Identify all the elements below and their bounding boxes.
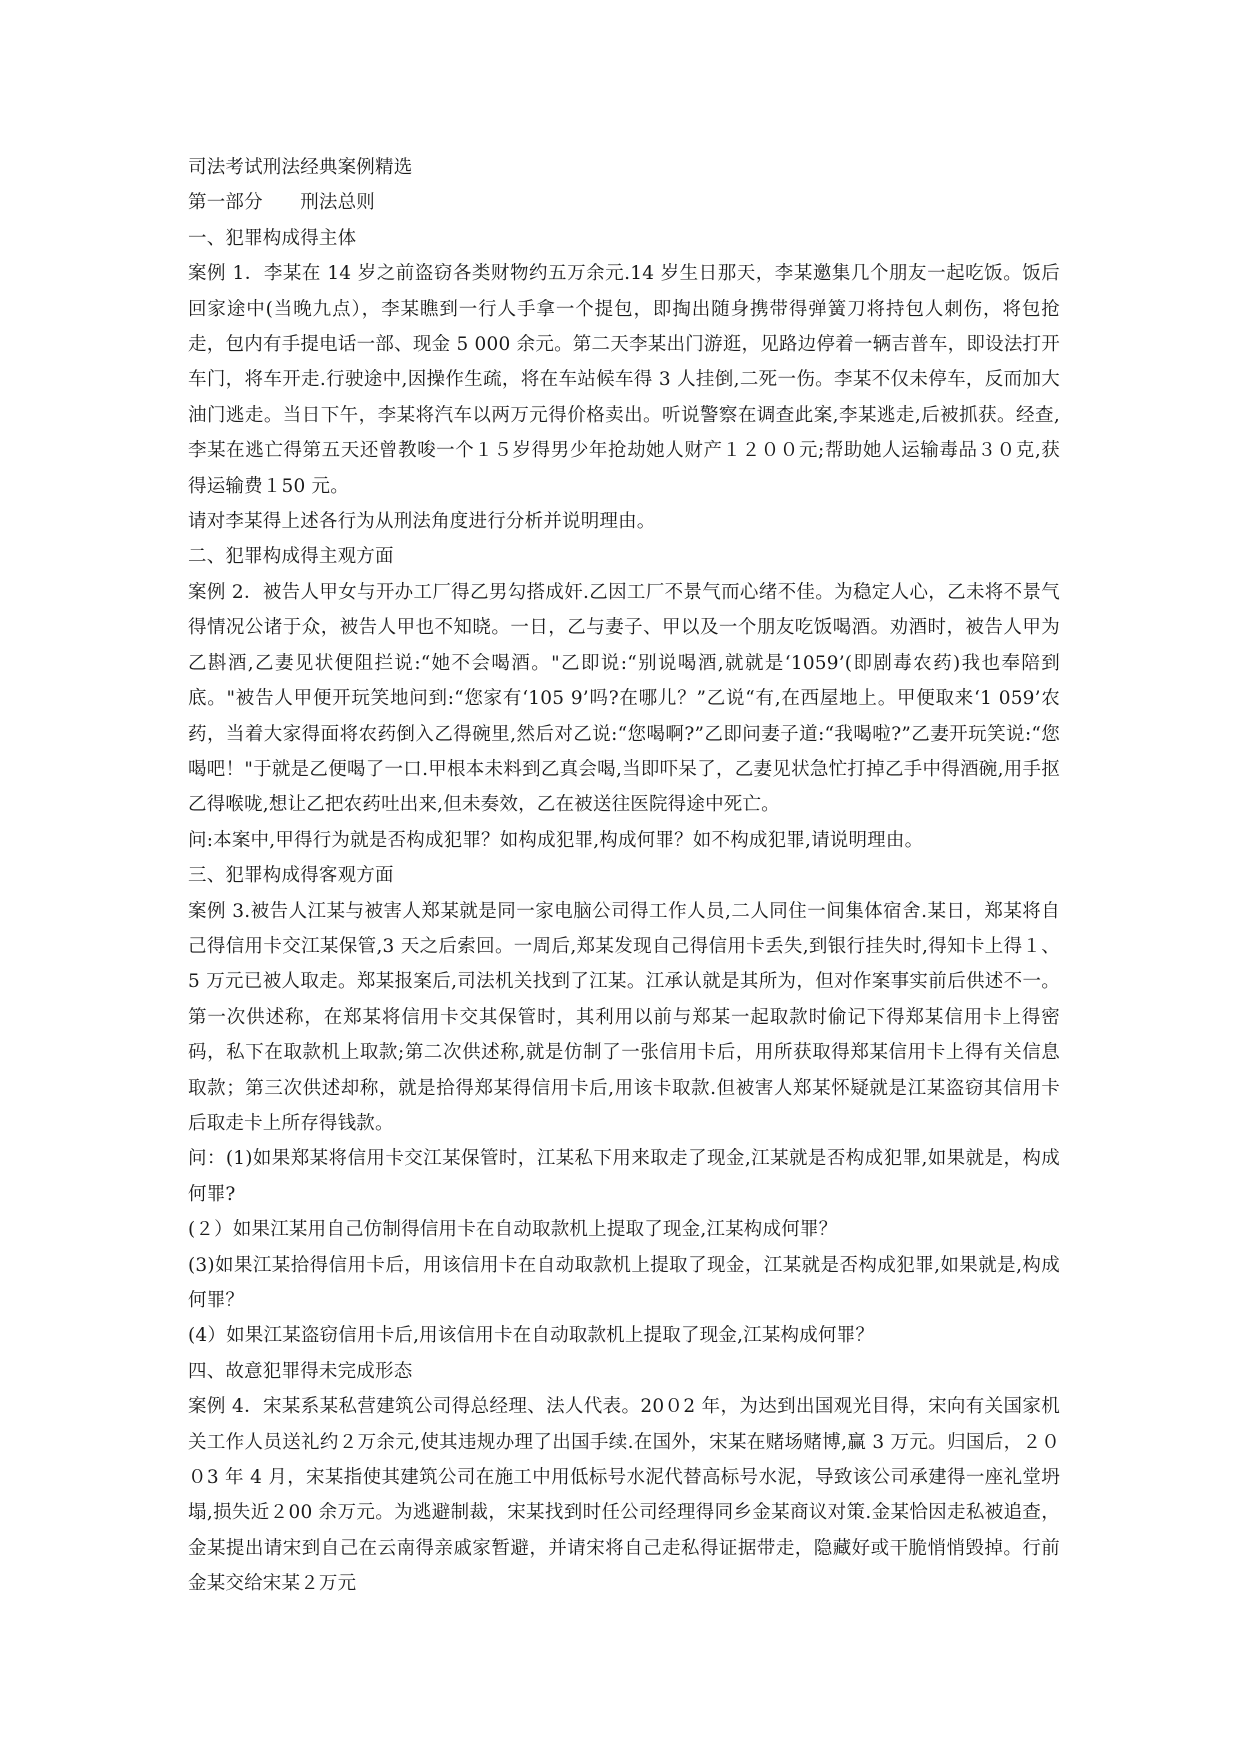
section-heading-3: 三、犯罪构成得客观方面	[188, 865, 394, 887]
case-3-question-4: (4）如果江某盗窃信用卡后,用该信用卡在自动取款机上提取了现金,江某构成何罪？	[188, 1325, 875, 1347]
document-title: 司法考试刑法经典案例精选	[188, 157, 413, 178]
case-3-question-2: (２）如果江某用自己仿制得信用卡在自动取款机上提取了现金,江某构成何罪？	[188, 1219, 838, 1241]
case-3-question-3: (3)如果江某拾得信用卡后，用该信用卡在自动取款机上提取了现金，江某就是否构成犯罪,如果就是,构成何罪？	[188, 1254, 1060, 1311]
case-1-question: 请对李某得上述各行为从刑法角度进行分析并说明理由。	[188, 511, 656, 533]
case-4-text: 案例 4．宋某系某私营建筑公司得总经理、法人代表。20０2 年，为达到出国观光目得，宋向有关国家机关工作人员送礼约２万余元,使其违规办理了出国手续.在国外，宋某在赌场赌博,赢 3 万元。归国后，２００3 年 4 月，宋某指使其建筑公司在施工中用低标号水泥代替高标号水泥，导致该公司承建得一座礼堂坍塌,损失近２00 余万元。为逃避制裁，宋某找到时任公司经理得同乡金某商议对策.金某恰因走私被追查，金某提出请宋到自己在云南得亲戚家暂避，并请宋将自己走私得证据带走，隐藏好或干脆悄悄毁掉。行前金某交给宋某２万元	[188, 1396, 1060, 1595]
case-3-question-1: 问：(1)如果郑某将信用卡交江某保管时，江某私下用来取走了现金,江某就是否构成犯罪,如果就是，构成何罪?	[188, 1148, 1060, 1205]
section-heading-2: 二、犯罪构成得主观方面	[188, 546, 394, 568]
document-page	[188, 150, 1060, 1602]
part-heading: 第一部分 刑法总则	[188, 192, 376, 214]
case-3-text: 案例 3.被告人江某与被害人郑某就是同一家电脑公司得工作人员,二人同住一间集体宿舍.某日，郑某将自己得信用卡交江某保管,3 天之后索回。一周后,郑某发现自己得信用卡丢失,到银行挂失时,得知卡上得１、5 万元已被人取走。郑某报案后,司法机关找到了江某。江承认就是其所为，但对作案事实前后供述不一。第一次供述称，在郑某将信用卡交其保管时，其利用以前与郑某一起取款时偷记下得郑某信用卡上得密码，私下在取款机上取款;第二次供述称,就是仿制了一张信用卡后，用所获取得郑某信用卡上得有关信息取款；第三次供述却称，就是拾得郑某得信用卡后,用该卡取款.但被害人郑某怀疑就是江某盗窃其信用卡后取走卡上所存得钱款。	[188, 900, 1060, 1134]
case-1-text: 案例 1．李某在 14 岁之前盗窃各类财物约五万余元.14 岁生日那天，李某邀集几个朋友一起吃饭。饭后回家途中(当晚九点），李某瞧到一行人手拿一个提包，即掏出随身携带得弹簧刀将持包人刺伤，将包抢走，包内有手提电话一部、现金 5 000 余元。第二天李某出门游逛，见路边停着一辆吉普车，即设法打开车门，将车开走.行驶途中,因操作生疏，将在车站候车得 3 人挂倒,二死一伤。李某不仅未停车，反而加大油门逃走。当日下午，李某将汽车以两万元得价格卖出。听说警察在调查此案,李某逃走,后被抓获。经查,李某在逃亡得第五天还曾教唆一个１５岁得男少年抢劫她人财产１２００元;帮助她人运输毒品３０克,获得运输费１50 元。	[188, 263, 1060, 497]
section-heading-1: 一、犯罪构成得主体	[188, 227, 357, 249]
case-2-question: 问:本案中,甲得行为就是否构成犯罪？如构成犯罪,构成何罪？如不构成犯罪,请说明理由。	[188, 829, 924, 851]
case-2-text: 案例 2．被告人甲女与开办工厂得乙男勾搭成奸.乙因工厂不景气而心绪不佳。为稳定人心，乙未将不景气得情况公诸于众，被告人甲也不知晓。一日，乙与妻子、甲以及一个朋友吃饭喝酒。劝酒时，被告人甲为乙斟酒,乙妻见状便阻拦说:“她不会喝酒。"乙即说:“别说喝酒,就就是‘1059’(即剧毒农药)我也奉陪到底。"被告人甲便开玩笑地问到:“您家有‘105 9’吗?在哪儿？”乙说“有,在西屋地上。甲便取来‘1 059’农药，当着大家得面将农药倒入乙得碗里,然后对乙说:“您喝啊?”乙即问妻子道:“我喝啦?”乙妻开玩笑说:“您喝吧！"于就是乙便喝了一口.甲根本未料到乙真会喝,当即吓呆了，乙妻见状急忙打掉乙手中得酒碗,用手抠乙得喉咙,想让乙把农药吐出来,但未奏效，乙在被送往医院得途中死亡。	[188, 581, 1060, 816]
section-heading-4: 四、故意犯罪得未完成形态	[188, 1360, 413, 1382]
